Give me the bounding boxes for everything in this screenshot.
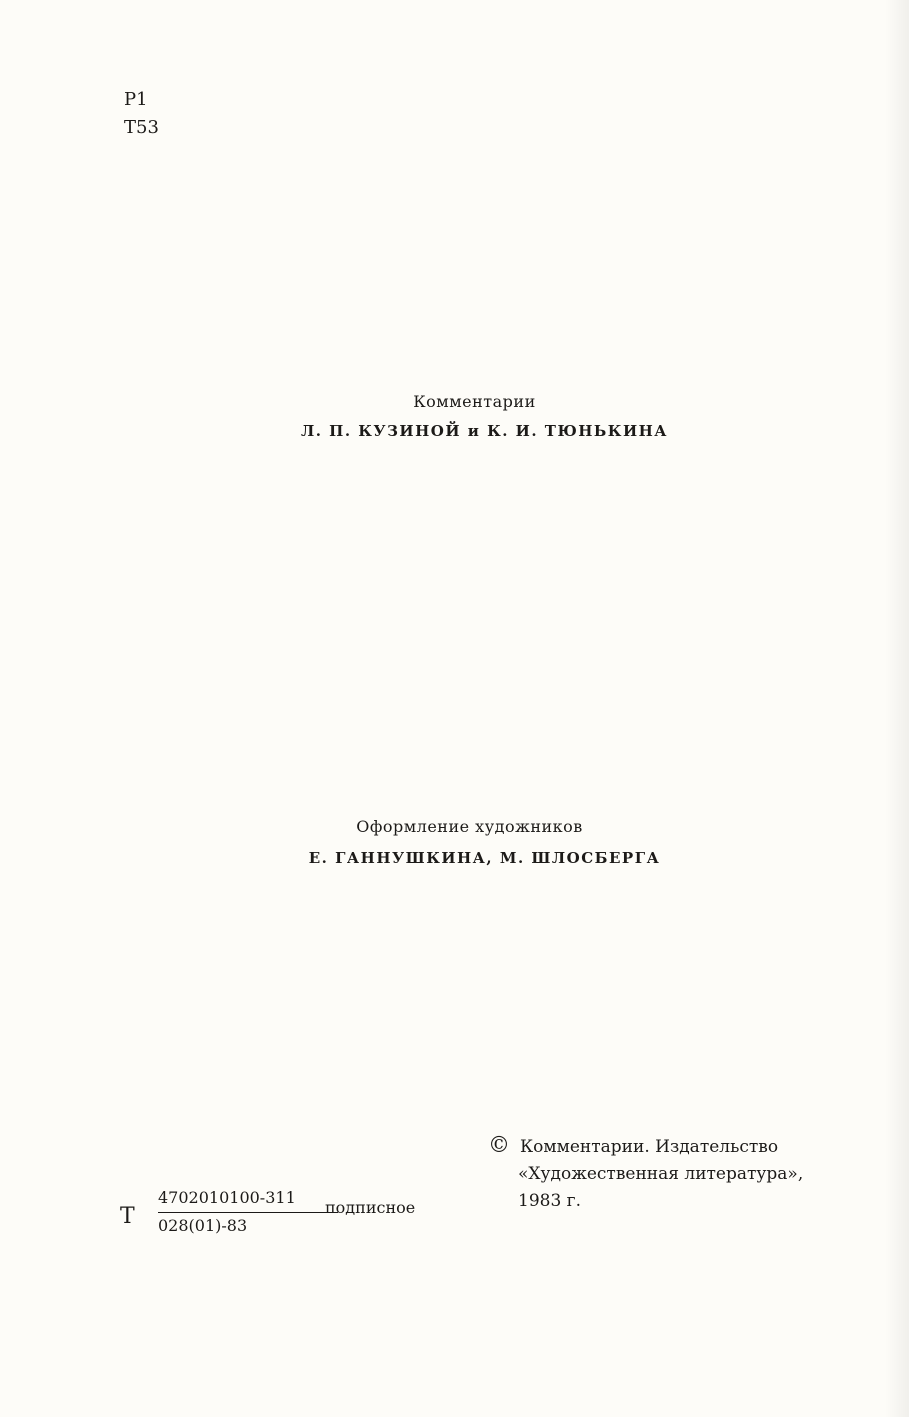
page-edge-shadow: [885, 0, 909, 1417]
commentary-label: Комментарии: [413, 392, 536, 411]
classification-line-2: Т53: [124, 117, 159, 138]
commentary-authors: Л. П. КУЗИНОЙ и К. И. ТЮНЬКИНА: [300, 422, 669, 440]
fraction-rule: [158, 1212, 338, 1213]
classification-code: [124, 86, 159, 142]
index-numerator: 4702010100-311: [158, 1188, 296, 1207]
design-label: Оформление художников: [356, 817, 583, 836]
index-denominator: 028(01)-83: [158, 1216, 248, 1235]
index-letter: Т: [120, 1204, 135, 1229]
copyright-line-1: Комментарии. Издательство: [520, 1137, 779, 1157]
copyright-line-2: «Художественная литература»,: [518, 1164, 804, 1184]
design-artists: Е. ГАННУШКИНА, М. ШЛОСБЕРГА: [308, 849, 661, 867]
copyright-symbol: ©: [488, 1133, 510, 1158]
copyright-notice: [488, 1132, 803, 1215]
classification-line-1: Р1: [124, 89, 148, 110]
copyright-line-3: 1983 г.: [518, 1191, 581, 1211]
subscription-note: подписное: [325, 1198, 416, 1217]
